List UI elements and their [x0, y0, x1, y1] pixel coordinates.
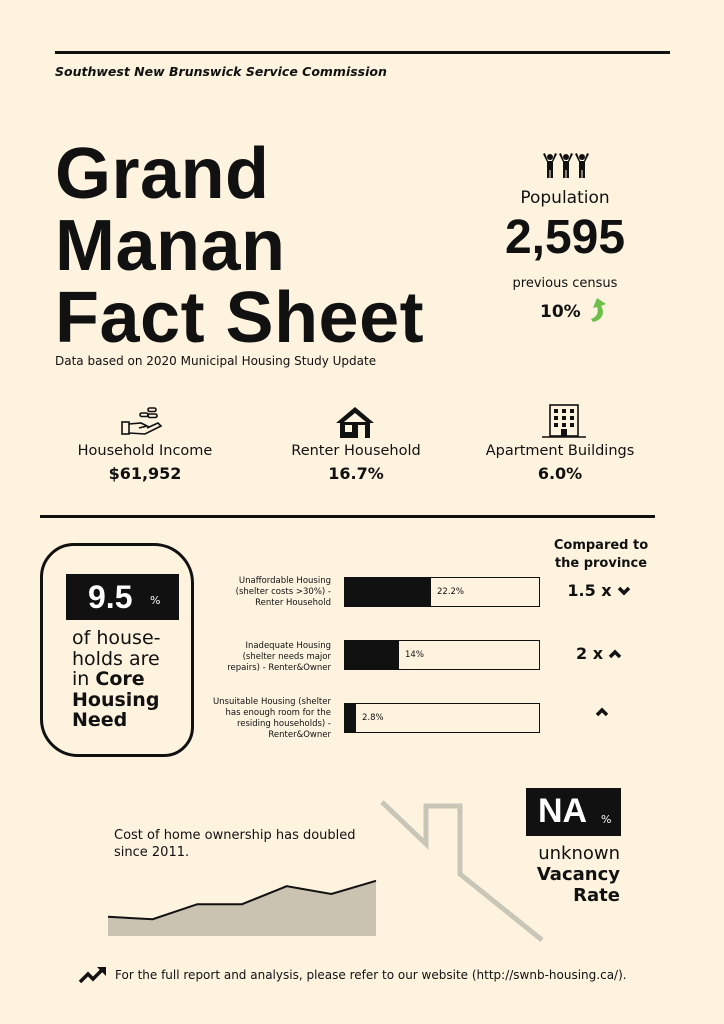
footer-note: For the full report and analysis, please refer to our website (http://swnb-housing.ca/). — [115, 968, 627, 982]
vacancy-rate-badge — [526, 788, 621, 836]
apartment-buildings-label: Apartment Buildings — [485, 443, 635, 459]
housing-bar-fill — [345, 578, 431, 606]
vacancy-line-1: unknown — [538, 843, 620, 864]
ownership-line-1: Cost of home ownership has doubled — [114, 828, 356, 843]
vacancy-line-2: Vacancy — [536, 864, 620, 885]
house-icon — [334, 405, 376, 439]
compare-header-line-1: Compared to — [553, 538, 649, 553]
core-text-bold-2: Housing — [72, 688, 160, 711]
title-line-2: Manan — [55, 206, 286, 286]
renter-household-value: 16.7% — [328, 464, 384, 483]
province-comparison-value: 1.5 x — [567, 581, 612, 600]
housing-bar-value: 22.2% — [437, 587, 465, 597]
core-text-line-1: of house- — [72, 627, 161, 649]
vacancy-rate-text — [520, 843, 620, 906]
population-label: Population — [520, 188, 610, 208]
household-income-label: Household Income — [77, 443, 213, 459]
page-title — [55, 134, 425, 358]
housing-bar-label-line: Inadequate Housing — [245, 641, 331, 651]
core-text-bold-3: Need — [72, 709, 128, 731]
trend-up-icon — [79, 966, 107, 984]
housing-bar-label-line: residing households) - — [236, 719, 331, 729]
chevron-down-icon — [617, 586, 631, 596]
housing-bar-label-line: Renter Household — [255, 598, 331, 608]
vacancy-line-3: Rate — [573, 885, 620, 906]
core-text-line-3: in — [72, 668, 90, 690]
hand-coins-icon — [121, 404, 165, 438]
household-income-value: $61,952 — [108, 464, 182, 483]
compare-header-line-2: the province — [554, 556, 648, 571]
core-housing-need-badge — [66, 574, 179, 620]
section-rule — [40, 515, 655, 518]
data-source-note: Data based on 2020 Municipal Housing Study Update — [55, 354, 377, 368]
housing-bar-fill — [345, 704, 356, 732]
core-housing-need-unit: % — [150, 594, 161, 607]
housing-bar-track — [344, 640, 540, 670]
vacancy-rate-unit: % — [601, 813, 612, 826]
top-rule — [55, 51, 670, 54]
province-comparison — [566, 707, 632, 717]
province-comparison — [566, 644, 632, 663]
ownership-line-2: since 2011. — [114, 845, 190, 860]
core-housing-need-text — [72, 628, 161, 731]
housing-bar-label — [211, 641, 331, 674]
housing-bar-label-line: Renter&Owner — [268, 730, 331, 740]
title-line-1: Grand — [55, 134, 270, 214]
chevron-up-icon — [608, 649, 622, 659]
apartment-building-icon — [542, 403, 586, 439]
housing-bar-fill — [345, 641, 399, 669]
housing-bar-label-line: Unsuitable Housing (shelter — [212, 697, 331, 707]
core-text-line-2: holds are — [72, 647, 160, 670]
renter-household-label: Renter Household — [291, 443, 421, 459]
housing-bar-label-line: (shelter costs >30%) - — [235, 587, 331, 597]
province-comparison-value: 2 x — [575, 644, 604, 663]
apartment-buildings-value: 6.0% — [537, 464, 583, 483]
housing-bar-label — [211, 697, 331, 741]
housing-bar-track — [344, 577, 540, 607]
ownership-cost-text — [114, 827, 384, 861]
ownership-cost-area-chart — [108, 862, 376, 936]
housing-bar-label-line: Unaffordable Housing — [238, 576, 331, 586]
core-text-bold-1: Core — [95, 668, 145, 690]
housing-bar-label — [211, 576, 331, 609]
housing-bar-value: 2.8% — [362, 713, 384, 723]
previous-census-label: previous census — [512, 276, 618, 291]
compare-header — [548, 537, 654, 573]
organization-name: Southwest New Brunswick Service Commission — [55, 64, 387, 79]
population-change: 10% — [540, 302, 581, 322]
housing-bar-label-line: has enough room for the — [225, 708, 331, 718]
core-housing-need-value: 9.5 — [88, 579, 133, 615]
housing-bar-value: 14% — [405, 650, 424, 660]
chevron-up-icon — [595, 707, 609, 717]
housing-bar-track — [344, 703, 540, 733]
housing-bar-label-line: (shelter needs major — [242, 652, 331, 662]
title-line-3: Fact Sheet — [55, 278, 425, 358]
vacancy-rate-value: NA — [538, 792, 588, 830]
population-value: 2,595 — [504, 211, 626, 264]
ownership-area — [108, 881, 376, 936]
province-comparison — [566, 581, 632, 600]
people-icon — [542, 153, 590, 179]
up-arrow-icon — [589, 298, 611, 324]
housing-bar-label-line: repairs) - Renter&Owner — [227, 663, 331, 673]
